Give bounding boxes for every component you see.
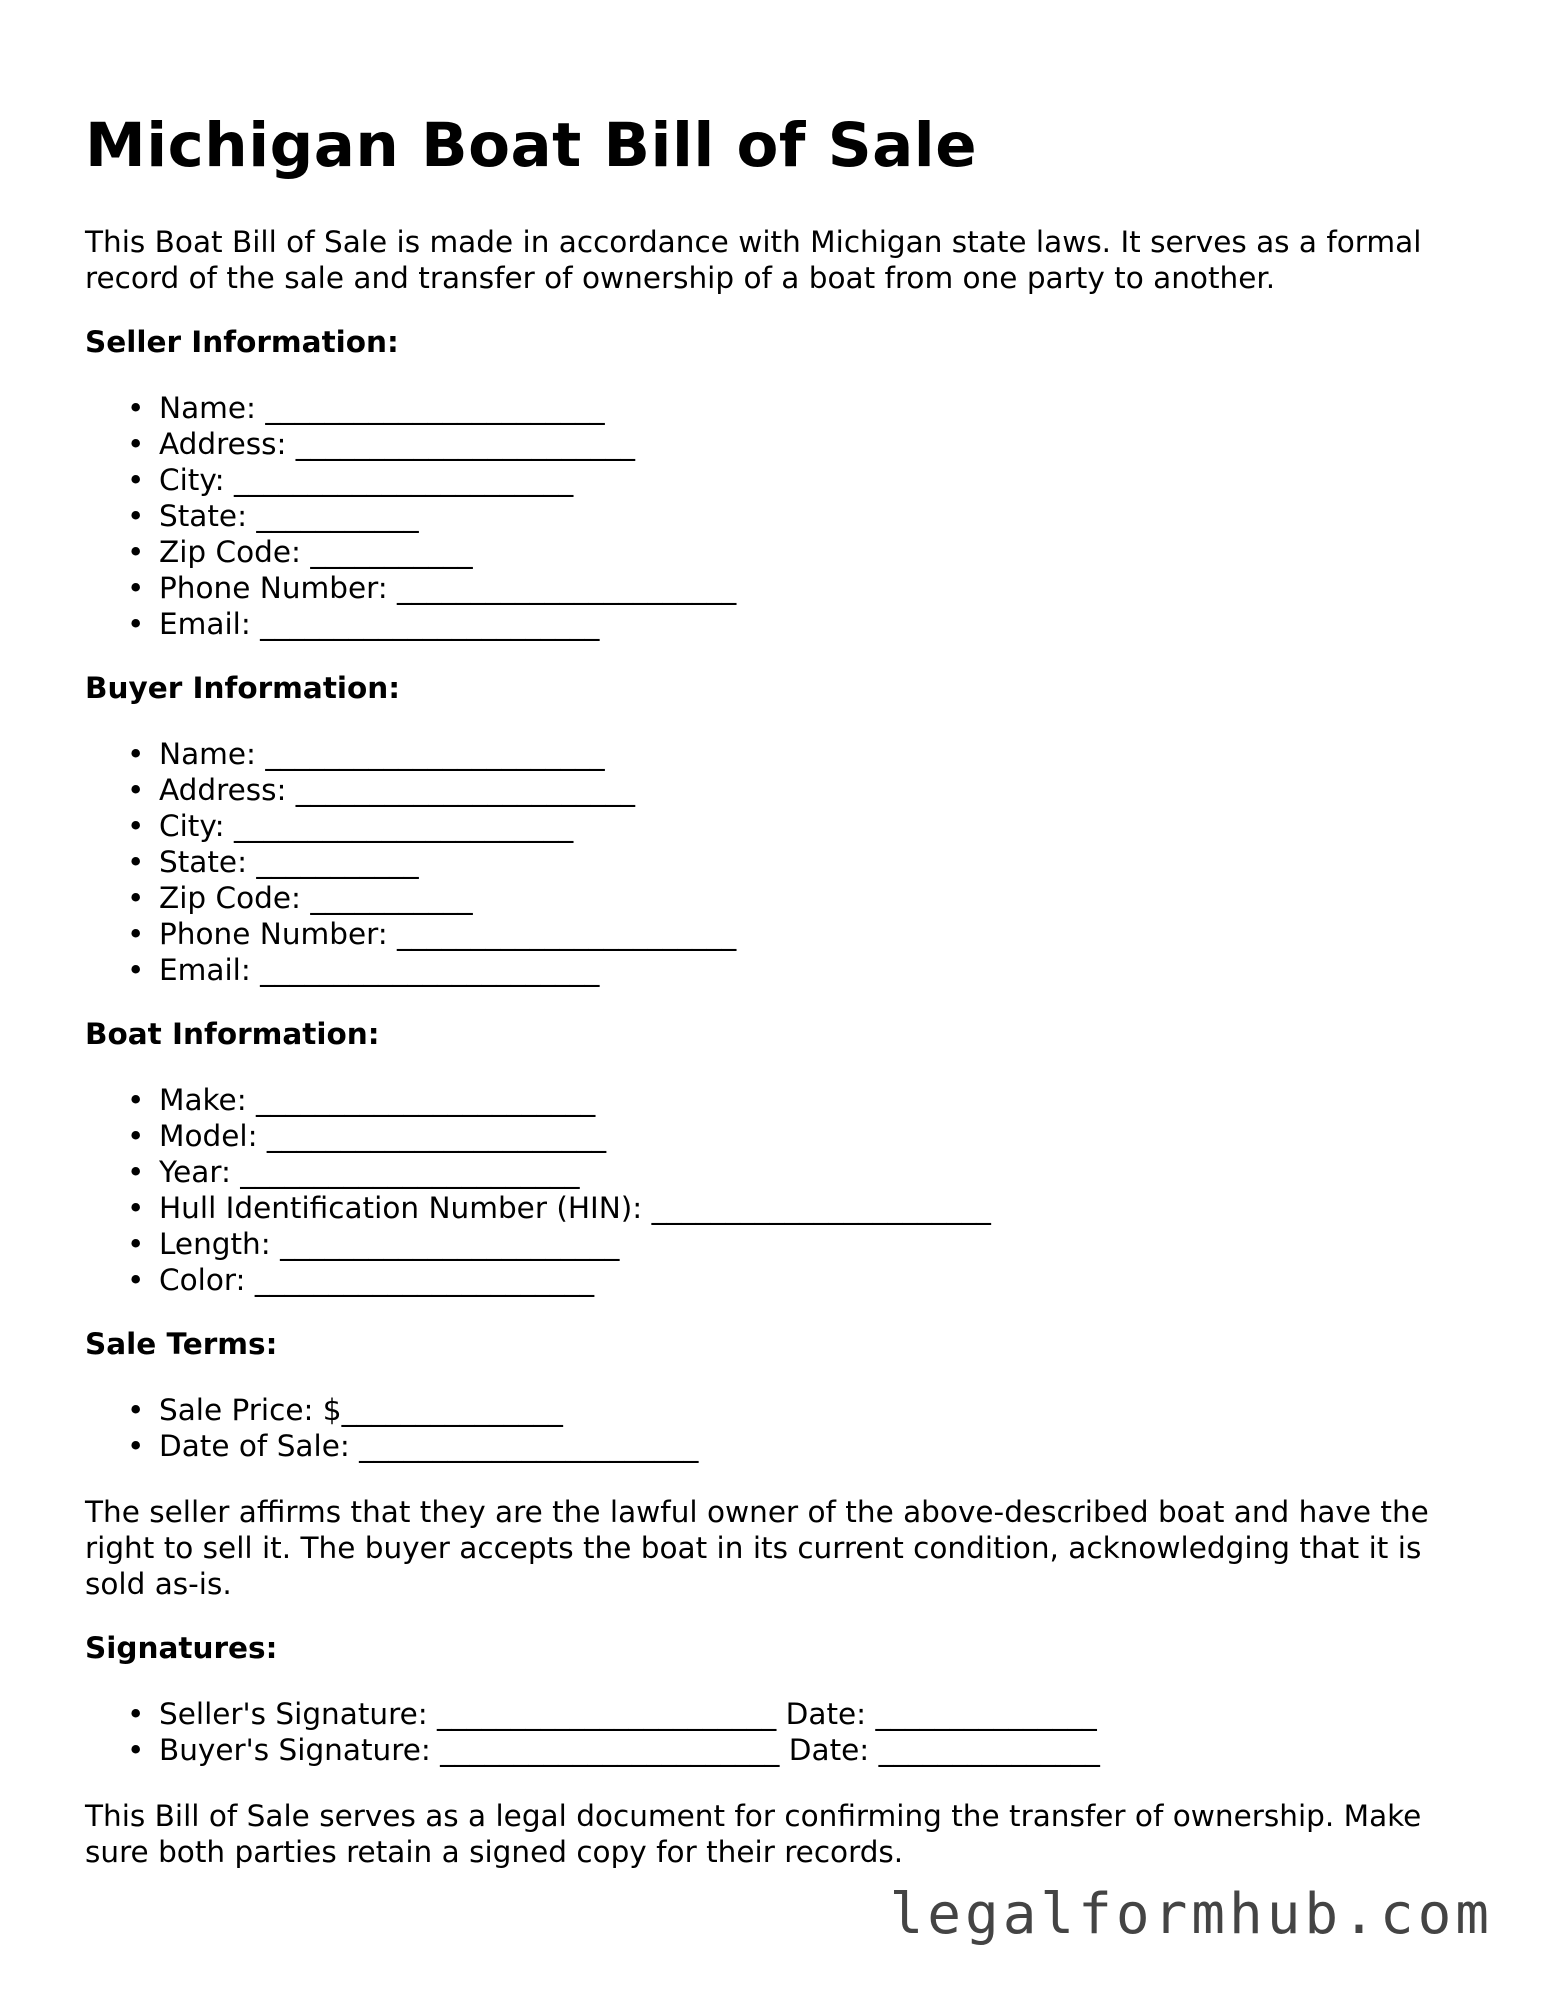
sale-price-field: • Sale Price: $_______________ <box>85 1392 1475 1428</box>
boat-field-list <box>85 1082 1475 1298</box>
seller-phone-field: • Phone Number: _______________________ <box>85 570 1475 606</box>
boat-make-field: • Make: _______________________ <box>85 1082 1475 1118</box>
seller-signature-field: • Seller's Signature: _______________________ Date: _______________ <box>85 1696 1475 1732</box>
sale-terms-heading: Sale Terms: <box>85 1327 278 1361</box>
buyer-name-field: • Name: _______________________ <box>85 736 1475 772</box>
buyer-state-field: • State: ___________ <box>85 844 1475 880</box>
intro-paragraph: This Boat Bill of Sale is made in accordance with Michigan state laws. It serves as a formal record of the sale and transfer of ownership of a boat from one party to another. <box>85 225 1422 295</box>
seller-name-field: • Name: _______________________ <box>85 390 1475 426</box>
watermark-text: legalformhub.com <box>889 1882 1493 1947</box>
buyer-address-field: • Address: _______________________ <box>85 772 1475 808</box>
boat-model-field: • Model: _______________________ <box>85 1118 1475 1154</box>
buyer-phone-field: • Phone Number: _______________________ <box>85 916 1475 952</box>
signatures-field-list <box>85 1696 1475 1768</box>
seller-city-field: • City: _______________________ <box>85 462 1475 498</box>
document-title: Michigan Boat Bill of Sale <box>85 110 978 181</box>
seller-section-heading: Seller Information: <box>85 325 399 359</box>
seller-email-field: • Email: _______________________ <box>85 606 1475 642</box>
buyer-signature-field: • Buyer's Signature: _______________________ Date: _______________ <box>85 1732 1475 1768</box>
seller-state-field: • State: ___________ <box>85 498 1475 534</box>
sale-terms-field-list <box>85 1392 1475 1464</box>
sale-date-field: • Date of Sale: _______________________ <box>85 1428 1475 1464</box>
boat-color-field: • Color: _______________________ <box>85 1262 1475 1298</box>
boat-hin-field: • Hull Identification Number (HIN): _______________________ <box>85 1190 1475 1226</box>
boat-section-heading: Boat Information: <box>85 1017 380 1051</box>
closing-paragraph: This Bill of Sale serves as a legal document for confirming the transfer of ownership. Make sure both parties retain a signed copy for their records. <box>85 1799 1422 1869</box>
boat-length-field: • Length: _______________________ <box>85 1226 1475 1262</box>
buyer-zip-field: • Zip Code: ___________ <box>85 880 1475 916</box>
seller-address-field: • Address: _______________________ <box>85 426 1475 462</box>
seller-zip-field: • Zip Code: ___________ <box>85 534 1475 570</box>
buyer-field-list <box>85 736 1475 988</box>
buyer-city-field: • City: _______________________ <box>85 808 1475 844</box>
seller-affirmation-paragraph: The seller affirms that they are the lawful owner of the above-described boat and have the right to sell it. The buyer accepts the boat in its current condition, acknowledging that it is sold as-is. <box>85 1495 1429 1601</box>
signatures-heading: Signatures: <box>85 1631 278 1665</box>
boat-year-field: • Year: _______________________ <box>85 1154 1475 1190</box>
seller-field-list <box>85 390 1475 642</box>
buyer-email-field: • Email: _______________________ <box>85 952 1475 988</box>
bill-of-sale-document <box>85 108 1475 1870</box>
buyer-section-heading: Buyer Information: <box>85 671 401 705</box>
